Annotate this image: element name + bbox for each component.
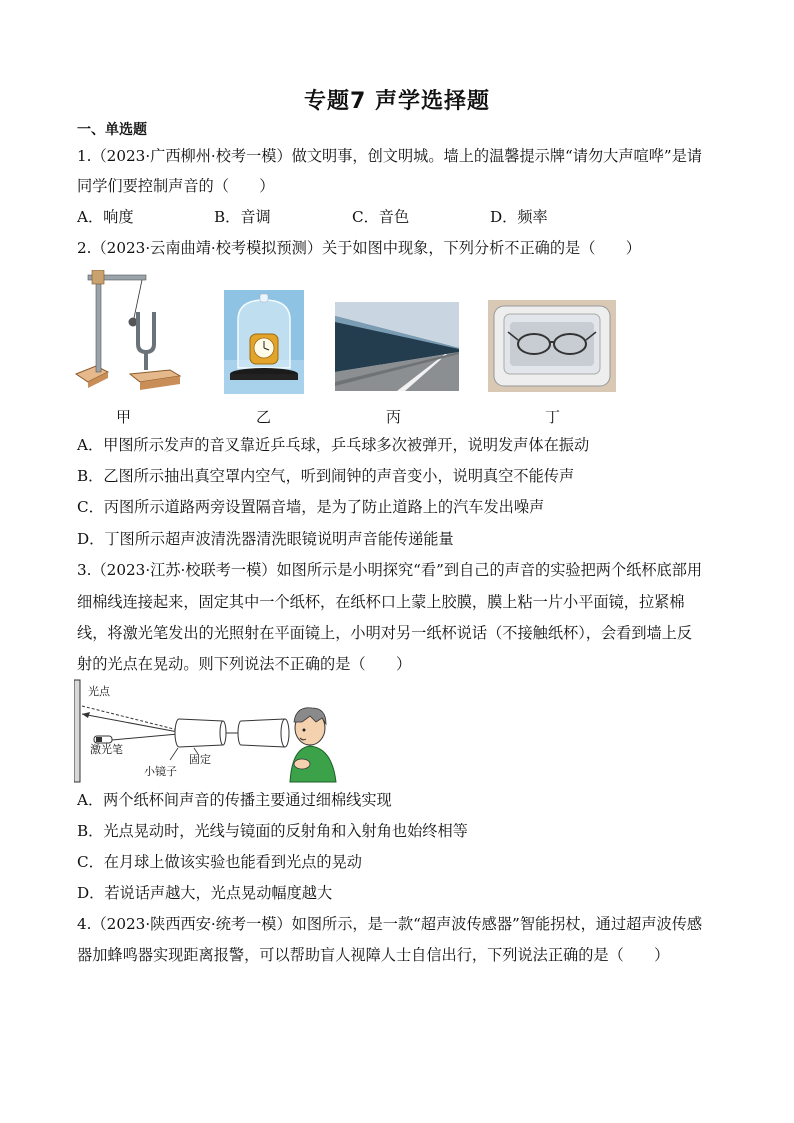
q1-text-line-2: 同学们要控制声音的（ ） (77, 177, 275, 195)
q2-option-d: D．丁图所示超声波清洗器清洗眼镜说明声音能传递能量 (77, 530, 454, 548)
q1-text-line-1: 1.（2023·广西柳州·校考一模）做文明事，创文明城。墙上的温馨提示牌“请勿大声喧哗”是请 (77, 147, 703, 165)
label-laser-pen: 激光笔 (90, 743, 123, 756)
q1-options (77, 207, 717, 227)
q1-option-a: A．响度 (77, 208, 134, 226)
q3-option-d: D．若说话声越大，光点晃动幅度越大 (77, 884, 333, 902)
q3-text-line-3: 线，将激光笔发出的光照射在平面镜上，小明对另一纸杯说话（不接触纸杯），会看到墙上反 (77, 624, 693, 642)
ultrasonic-cleaner-figure (488, 300, 616, 392)
figure-caption-bing: 丙 (386, 408, 402, 426)
q1-option-d: D．频率 (490, 208, 548, 226)
figure-caption-jia: 甲 (116, 408, 132, 426)
figure-caption-ding: 丁 (545, 408, 561, 426)
q1-option-b: B．音调 (214, 208, 271, 226)
tuning-fork-figure (74, 270, 186, 392)
laser-cup-figure (74, 678, 344, 784)
label-fixed: 固定 (189, 753, 211, 766)
q1-option-c: C．音色 (352, 208, 410, 226)
q4-text-line-1: 4.（2023·陕西西安·统考一模）如图所示，是一款“超声波传感器”智能拐杖，通过超声波传感 (77, 915, 703, 933)
q2-option-a: A．甲图所示发声的音叉靠近乒乓球，乒乓球多次被弹开，说明发声体在振动 (77, 436, 590, 454)
q2-option-b: B．乙图所示抽出真空罩内空气，听到闹钟的声音变小，说明真空不能传声 (77, 467, 575, 485)
q3-option-c: C．在月球上做该实验也能看到光点的晃动 (77, 853, 362, 871)
q2-text-line-1: 2.（2023·云南曲靖·校考模拟预测）关于如图中现象，下列分析不正确的是（ ） (77, 239, 641, 257)
sound-barrier-figure (335, 302, 459, 391)
q3-option-b: B．光点晃动时，光线与镜面的反射角和入射角也始终相等 (77, 822, 468, 840)
q3-text-line-4: 射的光点在晃动。则下列说法不正确的是（ ） (77, 655, 412, 673)
q3-text-line-2: 细棉线连接起来，固定其中一个纸杯，在纸杯口上蒙上胶膜，膜上粘一片小平面镜，拉紧棉 (77, 593, 685, 611)
q2-option-c: C．丙图所示道路两旁设置隔音墙，是为了防止道路上的汽车发出噪声 (77, 498, 545, 516)
label-light-spot: 光点 (88, 685, 110, 698)
figure-caption-yi: 乙 (256, 408, 272, 426)
label-small-mirror: 小镜子 (144, 765, 177, 778)
q4-text-line-2: 器加蜂鸣器实现距离报警，可以帮助盲人视障人士自信出行，下列说法正确的是（ ） (77, 946, 670, 964)
page-title: 专题7 声学选择题 (304, 89, 490, 114)
bell-jar-figure (224, 290, 304, 394)
q3-option-a: A．两个纸杯间声音的传播主要通过细棉线实现 (77, 791, 392, 809)
q3-text-line-1: 3.（2023·江苏·校联考一模）如图所示是小明探究“看”到自己的声音的实验把两个纸杯底部用 (77, 561, 703, 579)
section-heading: 一、单选题 (77, 122, 147, 138)
